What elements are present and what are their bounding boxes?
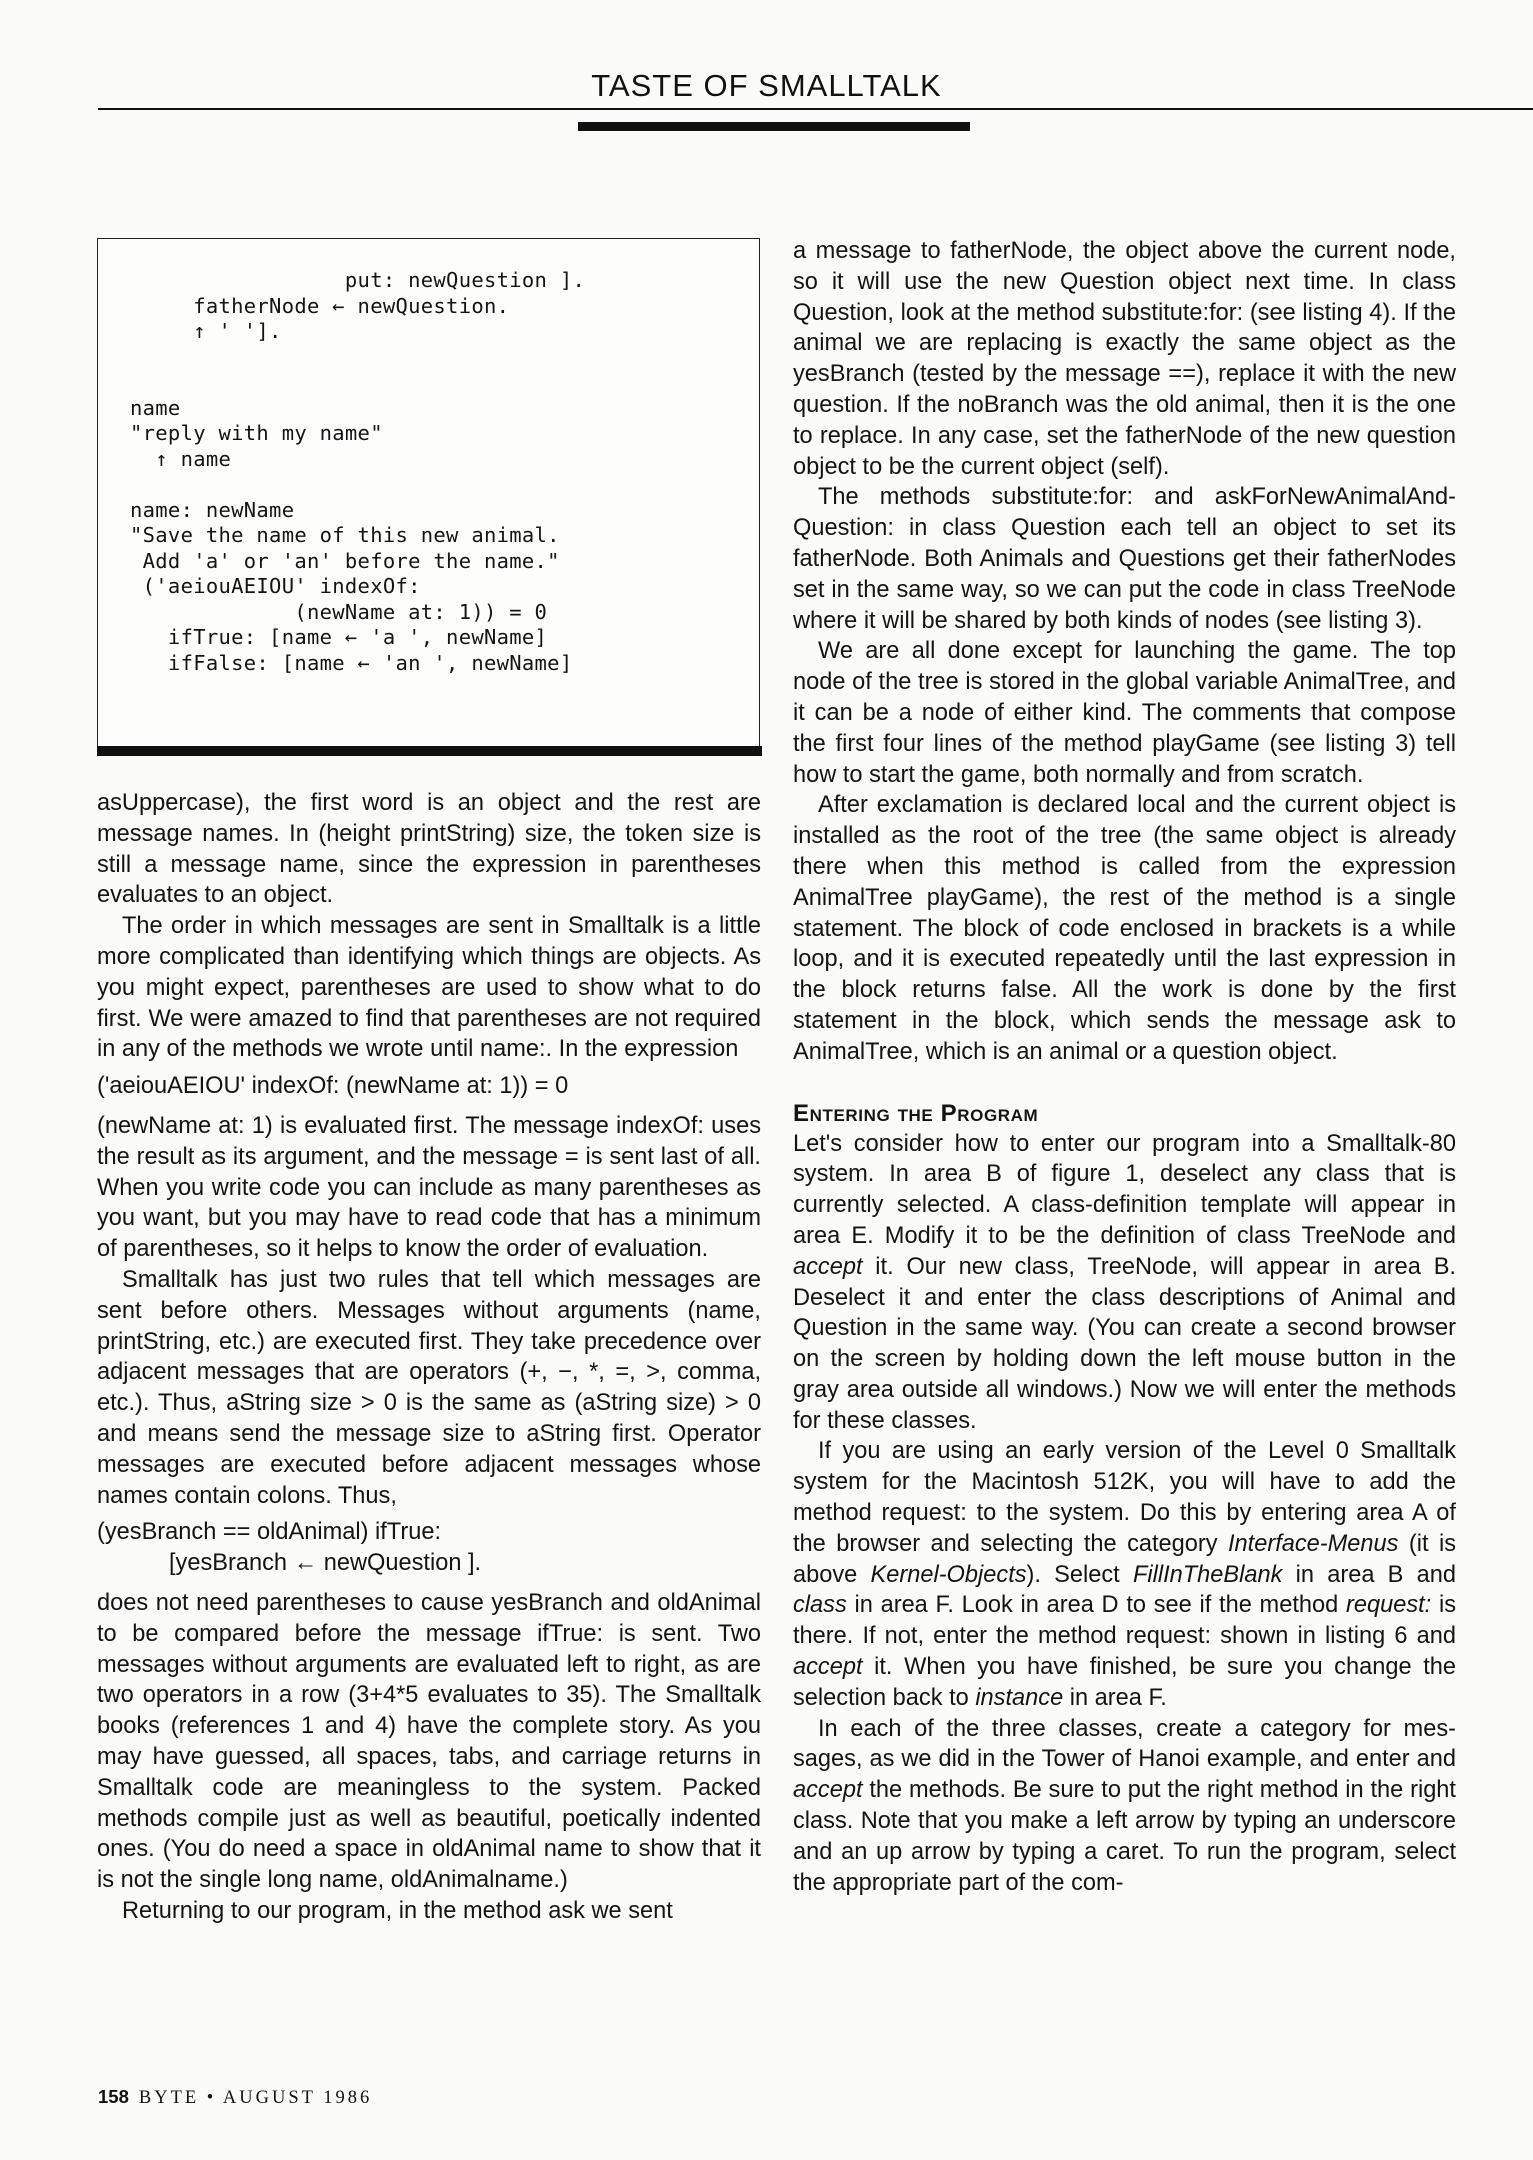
code-line: ifTrue: [name ← 'a ', newName]	[130, 625, 548, 649]
text-run: Interface-Menus	[1227, 1530, 1399, 1557]
header-rule	[98, 108, 1533, 110]
text-run: in area B and	[1282, 1561, 1456, 1588]
code-line: (newName at: 1)) = 0	[130, 599, 548, 624]
paragraph: After exclamation is declared local and the current object is installed as the root of the tree (the same object is already there when this method is called from the expression AnimalTree playGame), the rest of the method is a single statement. The block of code enclosed in brackets is a while loop, and it is executed repeatedly until the last expression in the block returns false. All the work is done by the first statement in the block, which sends the message ask to AnimalTree, which is an animal or a question object.	[793, 792, 1456, 1065]
code-line: "reply with my name"	[130, 421, 383, 445]
text-run: request:	[1345, 1592, 1432, 1619]
page-number: 158	[98, 2086, 129, 2107]
code-line: ↑ ' '].	[130, 319, 282, 343]
paragraph: (newName at: 1) is evaluated first. The message indexOf: uses the result as its argument, and the message = is sent last of all. When you write code you can include as many parentheses as you want, but you may have to read code that has a minimum of parentheses, so it helps to know the order of evaluation.	[97, 1112, 761, 1263]
right-column	[793, 236, 1456, 1898]
text-run: FillInTheBlank	[1132, 1561, 1283, 1588]
text-run: instance	[975, 1684, 1064, 1711]
code-line: ('aeiouAEIOU' indexOf:	[130, 574, 421, 598]
paragraph	[793, 1129, 1456, 1437]
left-column	[97, 788, 761, 1927]
expression-line: (yesBranch == oldAnimal) ifTrue:	[97, 1519, 441, 1546]
paragraph: does not need parentheses to cause yesBranch and oldAnimal to be compared before the message ifTrue: is sent. Two messages without arguments are evaluated left to right, as are two operators in a row (3+4*5 evaluates to 35). The Smalltalk books (references 1 and 4) have the complete story. As you may have guessed, all spaces, tabs, and carriage returns in Smalltalk code are meaningless to the system. Packed methods compile just as well as beautiful, poetically indented ones. (You do need a space in oldAnimal name to show that it is not the single long name, oldAnimalname.)	[97, 1589, 761, 1894]
text-run: the methods. Be sure to put the right method in the right class. Note that you make a left arrow by typing an underscore and an up arrow by typing a caret. To run the program, select the appropriate part of the com-	[793, 1777, 1456, 1896]
text-run: in area F. Look in area D to see if the method	[846, 1592, 1346, 1619]
paragraph: The order in which messages are sent in Smalltalk is a little more complicated than identifying which things are objects. As you might expect, parentheses are used to show what to do first. We were amazed to find that parentheses are not required in any of the methods we wrote until name:. In the expression	[97, 913, 761, 1063]
text-run: it. When you have finished, be sure you change the selection back to	[793, 1654, 1456, 1711]
text-run: in area F.	[1063, 1684, 1167, 1711]
text-run: Let's consider how to enter our program into a Smalltalk-80 system. In area B of figure 1, deselect any class that is currently selected. A class-definition template will appear in area E. Modify it to be the definition of class TreeNode and	[793, 1130, 1456, 1249]
code-line: Add 'a' or 'an' before the name."	[130, 548, 560, 573]
text-run: is there. If not, enter the method request: shown in listing 6 and	[793, 1592, 1457, 1650]
text-run: accept	[793, 1253, 863, 1280]
code-line: fatherNode ← newQuestion.	[130, 293, 510, 318]
paragraph: Smalltalk has just two rules that tell which messages are sent before others. Messages without arguments (name, printString, etc.) are executed first. They take precedence over adjacent messages that are operators (+, −, *, =, >, comma, etc.). Thus, aString size > 0 is the same as (aString size) > 0 and means send the message size to aString first. Operator messages are executed before adjacent messages whose names contain colons. Thus,	[97, 1266, 761, 1509]
paragraph	[793, 1714, 1456, 1899]
text-run: (it is above	[793, 1530, 1456, 1588]
header-bar	[578, 122, 970, 131]
paragraph: a message to fatherNode, the object above the current node, so it will use the new Question object next time. In class Question, look at the method substitute:for: (see listing 4). If the animal we are replacing is exactly the same object as the yesBranch (tested by the message ==), replace it with the new question. If the noBranch was the old animal, then it is the one to replace. In any case, set the fatherNode of the new question object to be the current object (self).	[793, 238, 1456, 480]
code-line: name: newName	[130, 497, 295, 522]
code-line: ↑ name	[130, 446, 232, 471]
page-footer	[98, 2086, 372, 2109]
code-expression: ('aeiouAEIOU' indexOf: (newName at: 1)) = 0	[97, 1073, 569, 1100]
paragraph	[793, 1436, 1456, 1713]
text-run: accept	[793, 1654, 863, 1681]
text-run: accept	[793, 1777, 863, 1804]
text-run: Kernel-Objects	[870, 1561, 1027, 1588]
listing-bottom-bar	[97, 746, 762, 756]
paragraph: asUppercase), the first word is an object and the rest are message names. In (height printString) size, the token size is still a message name, since the expression in parentheses evaluates to an object.	[97, 790, 761, 909]
paragraph: The methods substitute:for: and askForNewAnimalAndQuestion: in class Question each tell an object to set its fatherNode. Both Animals and Questions get their fatherNodes set in the same way, so we can put the code in class TreeNode where it will be shared by both kinds of nodes (see listing 3).	[793, 484, 1456, 634]
code-line: ifFalse: [name ← 'an ', newName]	[130, 650, 573, 675]
section-heading: Entering the Program	[793, 1099, 1039, 1127]
code-expression	[97, 1517, 761, 1579]
running-head: TASTE OF SMALLTALK	[591, 68, 942, 103]
publication-line: BYTE • AUGUST 1986	[138, 2088, 373, 2108]
text-run: ). Select	[1026, 1561, 1133, 1588]
paragraph: We are all done except for launching the game. The top node of the tree is stored in the global variable AnimalTree, and it can be a node of either kind. The comments that compose the first four lines of the method playGame (see listing 3) tell how to start the game, both normally and from scratch.	[793, 638, 1456, 788]
code-line: put: newQuestion ].	[130, 268, 586, 292]
text-run: class	[793, 1592, 847, 1619]
text-run: If you are using an early version of the Level 0 Smalltalk system for the Macintosh 512K, you will have to add the method request: to the system. Do this by entering area A of the browser and selecting the category	[793, 1438, 1456, 1557]
expression-line: [yesBranch ← newQuestion ].	[169, 1550, 482, 1577]
text-run: In each of the three classes, create a category for messages, as we did in the Tower of Hanoi example, and enter and	[793, 1715, 1456, 1773]
code-line: "Save the name of this new animal.	[130, 523, 560, 547]
text-run: it. Our new class, TreeNode, will appear in area B. Deselect it and enter the class descriptions of Animal and Question in the same way. (You can create a second browser on the screen by holding down the left mouse button in the gray area outside all windows.) Now we will enter the methods for these classes.	[793, 1253, 1456, 1434]
code-listing	[130, 268, 585, 676]
paragraph: Returning to our program, in the method ask we sent	[122, 1897, 673, 1924]
code-line: name	[130, 395, 181, 420]
